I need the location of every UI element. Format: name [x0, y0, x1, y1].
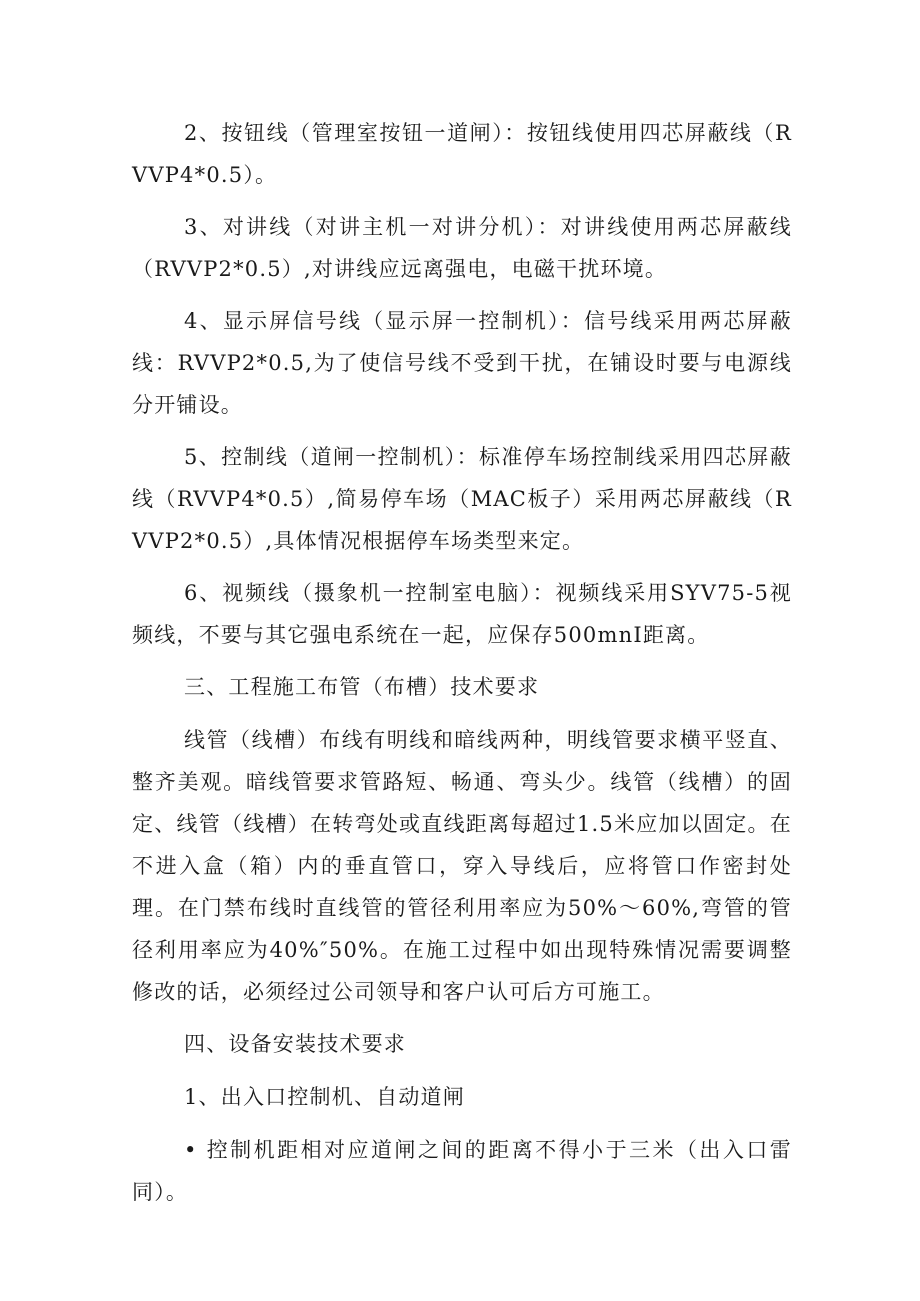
subheading-entry-control: 1、出入口控制机、自动道闸 — [184, 1085, 465, 1109]
paragraph-video-wire: 6、视频线（摄象机一控制室电脑）：视频线采用SYV75-5视频线，不要与其它强电系统在一起，应保存500mnI距离。 — [132, 581, 792, 647]
paragraph-display-signal-wire: 4、显示屏信号线（显示屏一控制机）：信号线采用两芯屏蔽线：RVVP2*0.5,为了使信号线不受到干扰，在铺设时要与电源线分开铺设。 — [132, 309, 792, 417]
section-heading-equipment-installation: 四、设备安装技术要求 — [184, 1032, 406, 1056]
bullet-control-distance: • 控制机距相对应道闸之间的距离不得小于三米（出入口雷同）。 — [132, 1138, 792, 1204]
paragraph-intercom-wire: 3、对讲线（对讲主机一对讲分机）：对讲线使用两芯屏蔽线（RVVP2*0.5）,对讲线应远离强电，电磁干扰环境。 — [132, 215, 792, 281]
paragraph-control-wire: 5、控制线（道闸一控制机）：标准停车场控制线采用四芯屏蔽线（RVVP4*0.5）,简易停车场（MAC板子）采用两芯屏蔽线（RVVP2*0.5）,具体情况根据停车场类型来定。 — [132, 445, 792, 553]
paragraph-pipe-requirements: 线管（线槽）布线有明线和暗线两种，明线管要求横平竖直、整齐美观。暗线管要求管路短、畅通、弯头少。线管（线槽）的固定、线管（线槽）在转弯处或直线距离每超过1.5米应加以固定。在不进入盒（箱）内的垂直管口，穿入导线后，应将管口作密封处理。在门禁布线时直线管的管径利用率应为50%～60%,弯管的管径利用率应为40%″50%。在施工过程中如出现特殊情况需要调整修改的话，必须经过公司领导和客户认可后方可施工。 — [132, 728, 792, 1004]
section-heading-pipe-requirements: 三、工程施工布管（布槽）技术要求 — [184, 675, 540, 699]
paragraph-button-wire: 2、按钮线（管理室按钮一道闸）：按钮线使用四芯屏蔽线（RVVP4*0.5）。 — [132, 121, 792, 187]
